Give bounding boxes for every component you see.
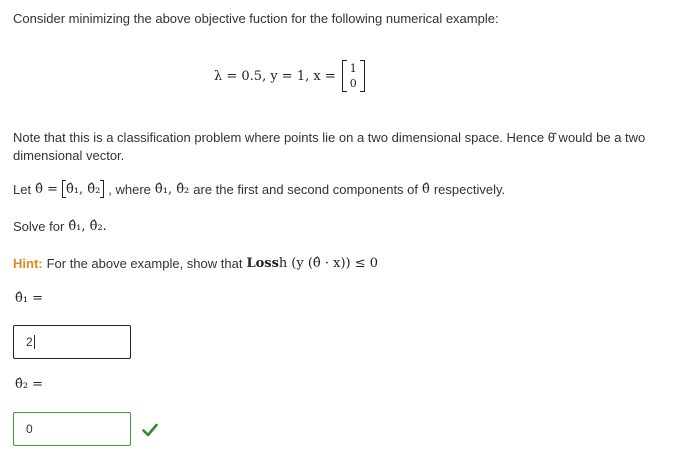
hint-label: Hint: (13, 256, 43, 271)
text-cursor (34, 335, 35, 349)
display-equation (214, 58, 365, 94)
note-text: Note that this is a classification problem where points lie on a two dimensional space. Hence θ̂ would be a two dimensional vector. (13, 130, 646, 163)
check-icon (142, 423, 158, 437)
solve-prefix: Solve for (13, 219, 65, 234)
hint (13, 256, 378, 271)
theta2-value: 0 (26, 422, 33, 436)
hint-text: For the above example, show that (46, 256, 243, 271)
theta1-label: θ̂₁ = (15, 291, 44, 306)
let-suffix-b: respectively. (433, 181, 506, 197)
solve-instruction (13, 219, 107, 234)
intro-text: Consider minimizing the above objective fuction for the following numerical example: (13, 11, 499, 26)
vector-right-bracket (100, 180, 104, 198)
let-middle: , where (108, 181, 151, 197)
solve-variables: θ̂₁, θ̂₂. (68, 219, 107, 234)
matrix-entry-2: 0 (349, 77, 357, 90)
let-suffix-a: are the first and second components of (193, 181, 419, 197)
hint-loss: Loss (246, 256, 279, 271)
theta2-label: θ̂₂ = (15, 377, 44, 392)
equation-lhs: λ = 0.5, y = 1, x = (214, 68, 336, 84)
theta-equals: θ̂ = (35, 181, 58, 197)
theta-vector-components: θ̂₁, θ̂₂ (65, 181, 101, 197)
theta-components: θ̂₁, θ̂₂ (154, 181, 190, 197)
theta2-input[interactable] (13, 412, 131, 446)
let-definition (13, 180, 505, 198)
theta-vector (62, 180, 104, 198)
matrix-entry-1: 1 (349, 62, 357, 75)
matrix-right-bracket (360, 60, 365, 92)
theta-symbol: θ̂ (422, 181, 430, 197)
theta1-input[interactable] (13, 325, 131, 359)
hint-expression: (y (θ̂ · x)) ≤ 0 (291, 256, 379, 271)
theta1-value: 2 (26, 335, 33, 349)
x-vector (342, 60, 365, 92)
let-prefix: Let (13, 181, 32, 197)
hint-loss-subscript: h (278, 256, 288, 271)
